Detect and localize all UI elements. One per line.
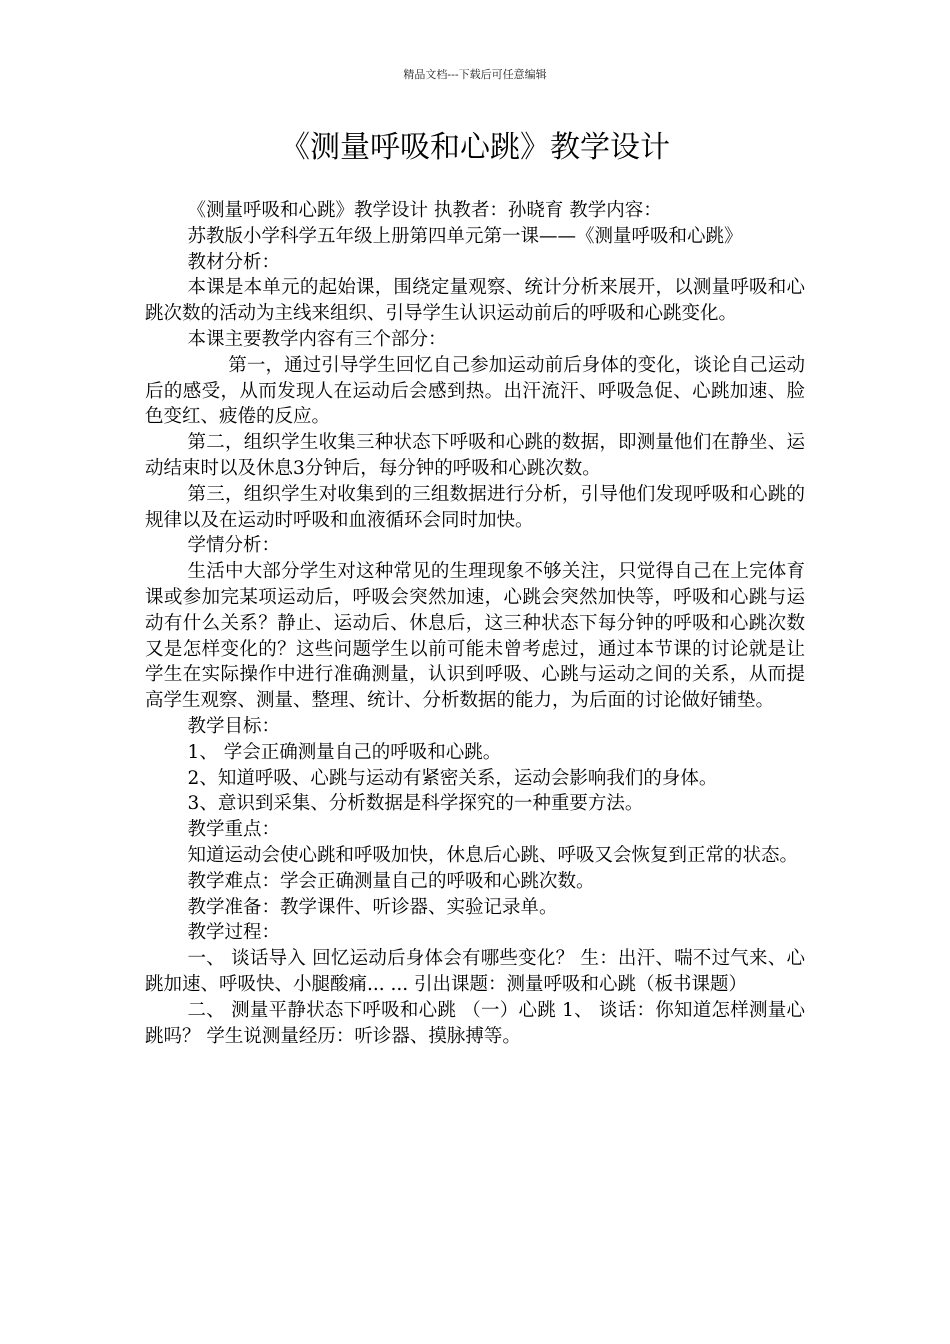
paragraph-key-points: 知道运动会使心跳和呼吸加快，休息后心跳、呼吸又会恢复到正常的状态。 (187, 844, 799, 866)
document-body (145, 198, 805, 1049)
document-title: 《测量呼吸和心跳》教学设计 (280, 130, 670, 165)
heading-teaching-process: 教学过程： (187, 922, 281, 944)
process-step-2: 二、 测量平静状态下呼吸和心跳 （一）心跳 1、 谈话：你知道怎样测量心跳吗？ 学生说测量经历：听诊器、摸脉搏等。 (145, 999, 805, 1047)
paragraph-content: 苏教版小学科学五年级上册第四单元第一课——《测量呼吸和心跳》 (187, 225, 743, 247)
heading-material-analysis: 教材分析： (187, 251, 281, 273)
heading-key-points: 教学重点： (187, 819, 281, 841)
paragraph-part-one: 第一，通过引导学生回忆自己参加运动前后身体的变化，谈论自己运动后的感受，从而发现人在运动后会感到热。出汗流汗、呼吸急促、心跳加速、脸色变红、疲倦的反应。 (145, 354, 805, 428)
paragraph-preparation: 教学准备：教学课件、听诊器、实验记录单。 (187, 896, 558, 918)
paragraph-intro: 《测量呼吸和心跳》教学设计 执教者：孙晓育 教学内容： (187, 200, 662, 221)
paragraph-material-analysis: 本课是本单元的起始课，围绕定量观察、统计分析来展开，以测量呼吸和心跳次数的活动为主线来组织、引导学生认识运动前后的呼吸和心跳变化。 (145, 277, 805, 325)
paragraph-three-parts: 本课主要教学内容有三个部分： (187, 328, 447, 350)
paragraph-part-two: 第二，组织学生收集三种状态下呼吸和心跳的数据，即测量他们在静坐、运动结束时以及休息3分钟后，每分钟的呼吸和心跳次数。 (145, 432, 805, 479)
goal-item-1: 1、 学会正确测量自己的呼吸和心跳。 (187, 741, 502, 763)
heading-student-analysis: 学情分析： (187, 535, 281, 557)
paragraph-part-three: 第三，组织学生对收集到的三组数据进行分析，引导他们发现呼吸和心跳的规律以及在运动时呼吸和血液循环会同时加快。 (145, 483, 805, 531)
paragraph-difficulty: 教学难点：学会正确测量自己的呼吸和心跳次数。 (187, 870, 595, 892)
goal-item-3: 3、意识到采集、分析数据是科学探究的一种重要方法。 (187, 793, 644, 815)
heading-teaching-goals: 教学目标： (187, 715, 281, 737)
paragraph-student-analysis: 生活中大部分学生对这种常见的生理现象不够关注，只觉得自己在上完体育课或参加完某项运动后，呼吸会突然加速，心跳会突然加快等，呼吸和心跳与运动有什么关系？静止、运动后、休息后，这三种状态下每分钟的呼吸和心跳次数又是怎样变化的？这些问题学生以前可能未曾考虑过，通过本节课的讨论就是让学生在实际操作中进行准确测量，认识到呼吸、心跳与运动之间的关系，从而提高学生观察、测量、整理、统计、分析数据的能力，为后面的讨论做好铺垫。 (145, 561, 805, 712)
goal-item-2: 2、知道呼吸、心跳与运动有紧密关系，运动会影响我们的身体。 (187, 767, 718, 789)
process-step-1: 一、 谈话导入 回忆运动后身体会有哪些变化？ 生：出汗、喘不过气来、心跳加速、呼吸快、小腿酸痛... ... 引出课题：测量呼吸和心跳（板书课题） (145, 948, 805, 995)
header-note: 精品文档---下载后可任意编辑 (403, 68, 547, 81)
